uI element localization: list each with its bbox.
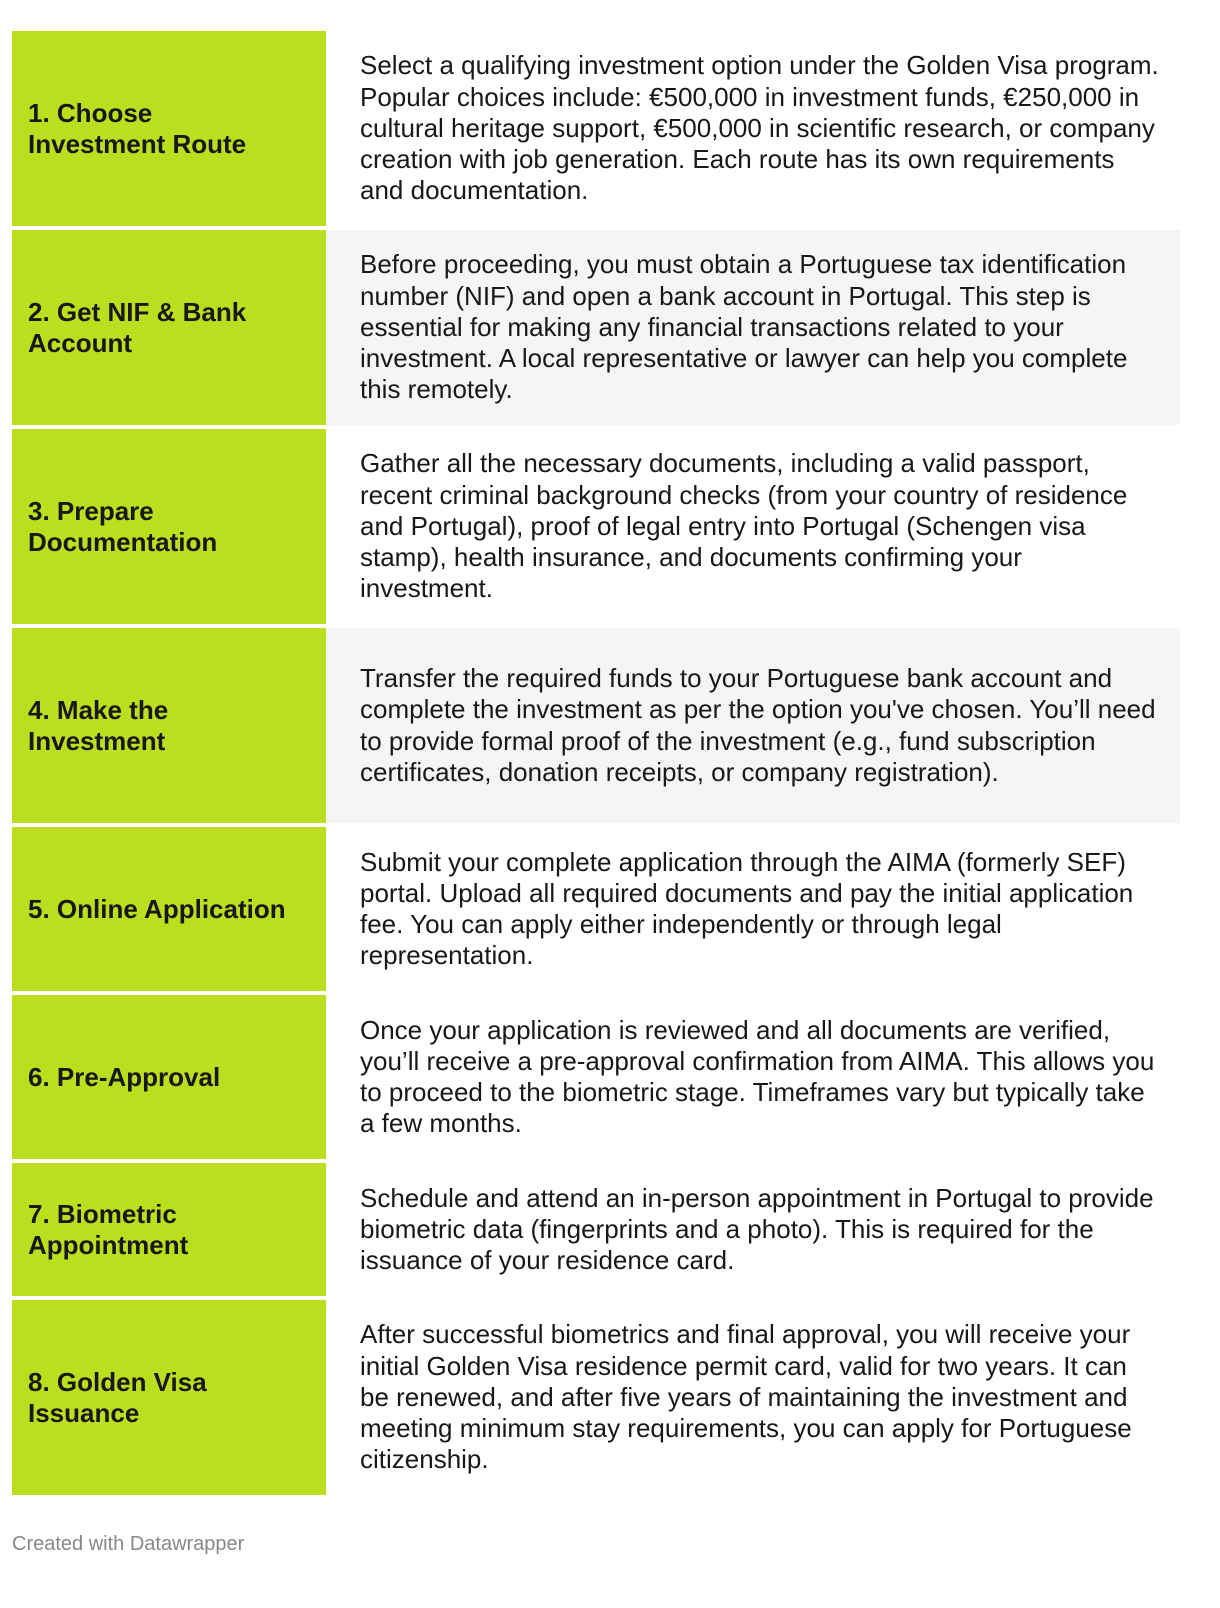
step-cell [12,1163,326,1296]
step-label: 8. Golden Visa Issuance [28,1366,207,1428]
step-cell [12,429,326,624]
step-description: After successful biometrics and final approval, you will receive your initial Golden Visa residence permit card, valid for two years. It can be renewed, and after five years of maintaining the investment and meeting minimum stay requirements, you can apply for Portuguese citizenship. [360,1319,1132,1475]
step-label: 2. Get NIF & Bank Account [28,296,247,358]
step-cell [12,230,326,425]
step-cell [12,827,326,991]
step-cell [12,995,326,1159]
table-row [12,995,1180,1159]
step-cell [12,31,326,226]
step-label: 5. Online Application [28,893,286,924]
table-row [12,230,1180,425]
table-row [12,31,1180,226]
table-row [12,628,1180,823]
step-description: Transfer the required funds to your Portuguese bank account and complete the investment as per the option you've chosen. You’ll need to provide formal proof of the investment (e.g., fund subscription certificates, donation receipts, or company registration). [326,628,1180,823]
step-cell [12,1300,326,1495]
step-description: Schedule and attend an in-person appointment in Portugal to provide biometric data (fingerprints and a photo). This is required for the issuance of your residence card. [360,1182,1154,1276]
step-label: 7. Biometric Appointment [28,1198,189,1260]
step-label: 6. Pre-Approval [28,1061,221,1092]
step-description: Before proceeding, you must obtain a Portuguese tax identification number (NIF) and open a bank account in Portugal. This step is essential for making any financial transactions related to your investment. A local representative or lawyer can help you complete this remotely. [326,230,1180,425]
table-row [12,1300,1180,1495]
step-description: Submit your complete application through the AIMA (formerly SEF) portal. Upload all required documents and pay the initial application fee. You can apply either independently or through legal representation. [360,846,1134,971]
step-description: Select a qualifying investment option under the Golden Visa program. Popular choices include: €500,000 in investment funds, €250,000 in cultural heritage support, €500,000 in scientific research, or company creation with job generation. Each route has its own requirements and documentation. [360,50,1159,206]
step-description: Gather all the necessary documents, including a valid passport, recent criminal background checks (from your country of residence and Portugal), proof of legal entry into Portugal (Schengen visa stamp), health insurance, and documents confirming your investment. [360,448,1128,604]
step-description: Once your application is reviewed and all documents are verified, you’ll receive a pre-approval confirmation from AIMA. This allows you to proceed to the biometric stage. Timeframes vary but typically take a few months. [360,1014,1155,1139]
step-cell [12,628,326,823]
steps-table [12,31,1180,1499]
table-row [12,1163,1180,1296]
table-row [12,429,1180,624]
step-label: 4. Make the Investment [28,694,169,756]
step-label: 3. Prepare Documentation [28,495,218,557]
datawrapper-credit: Created with Datawrapper [12,1533,245,1555]
table-row [12,827,1180,991]
step-label: 1. Choose Investment Route [28,97,247,159]
